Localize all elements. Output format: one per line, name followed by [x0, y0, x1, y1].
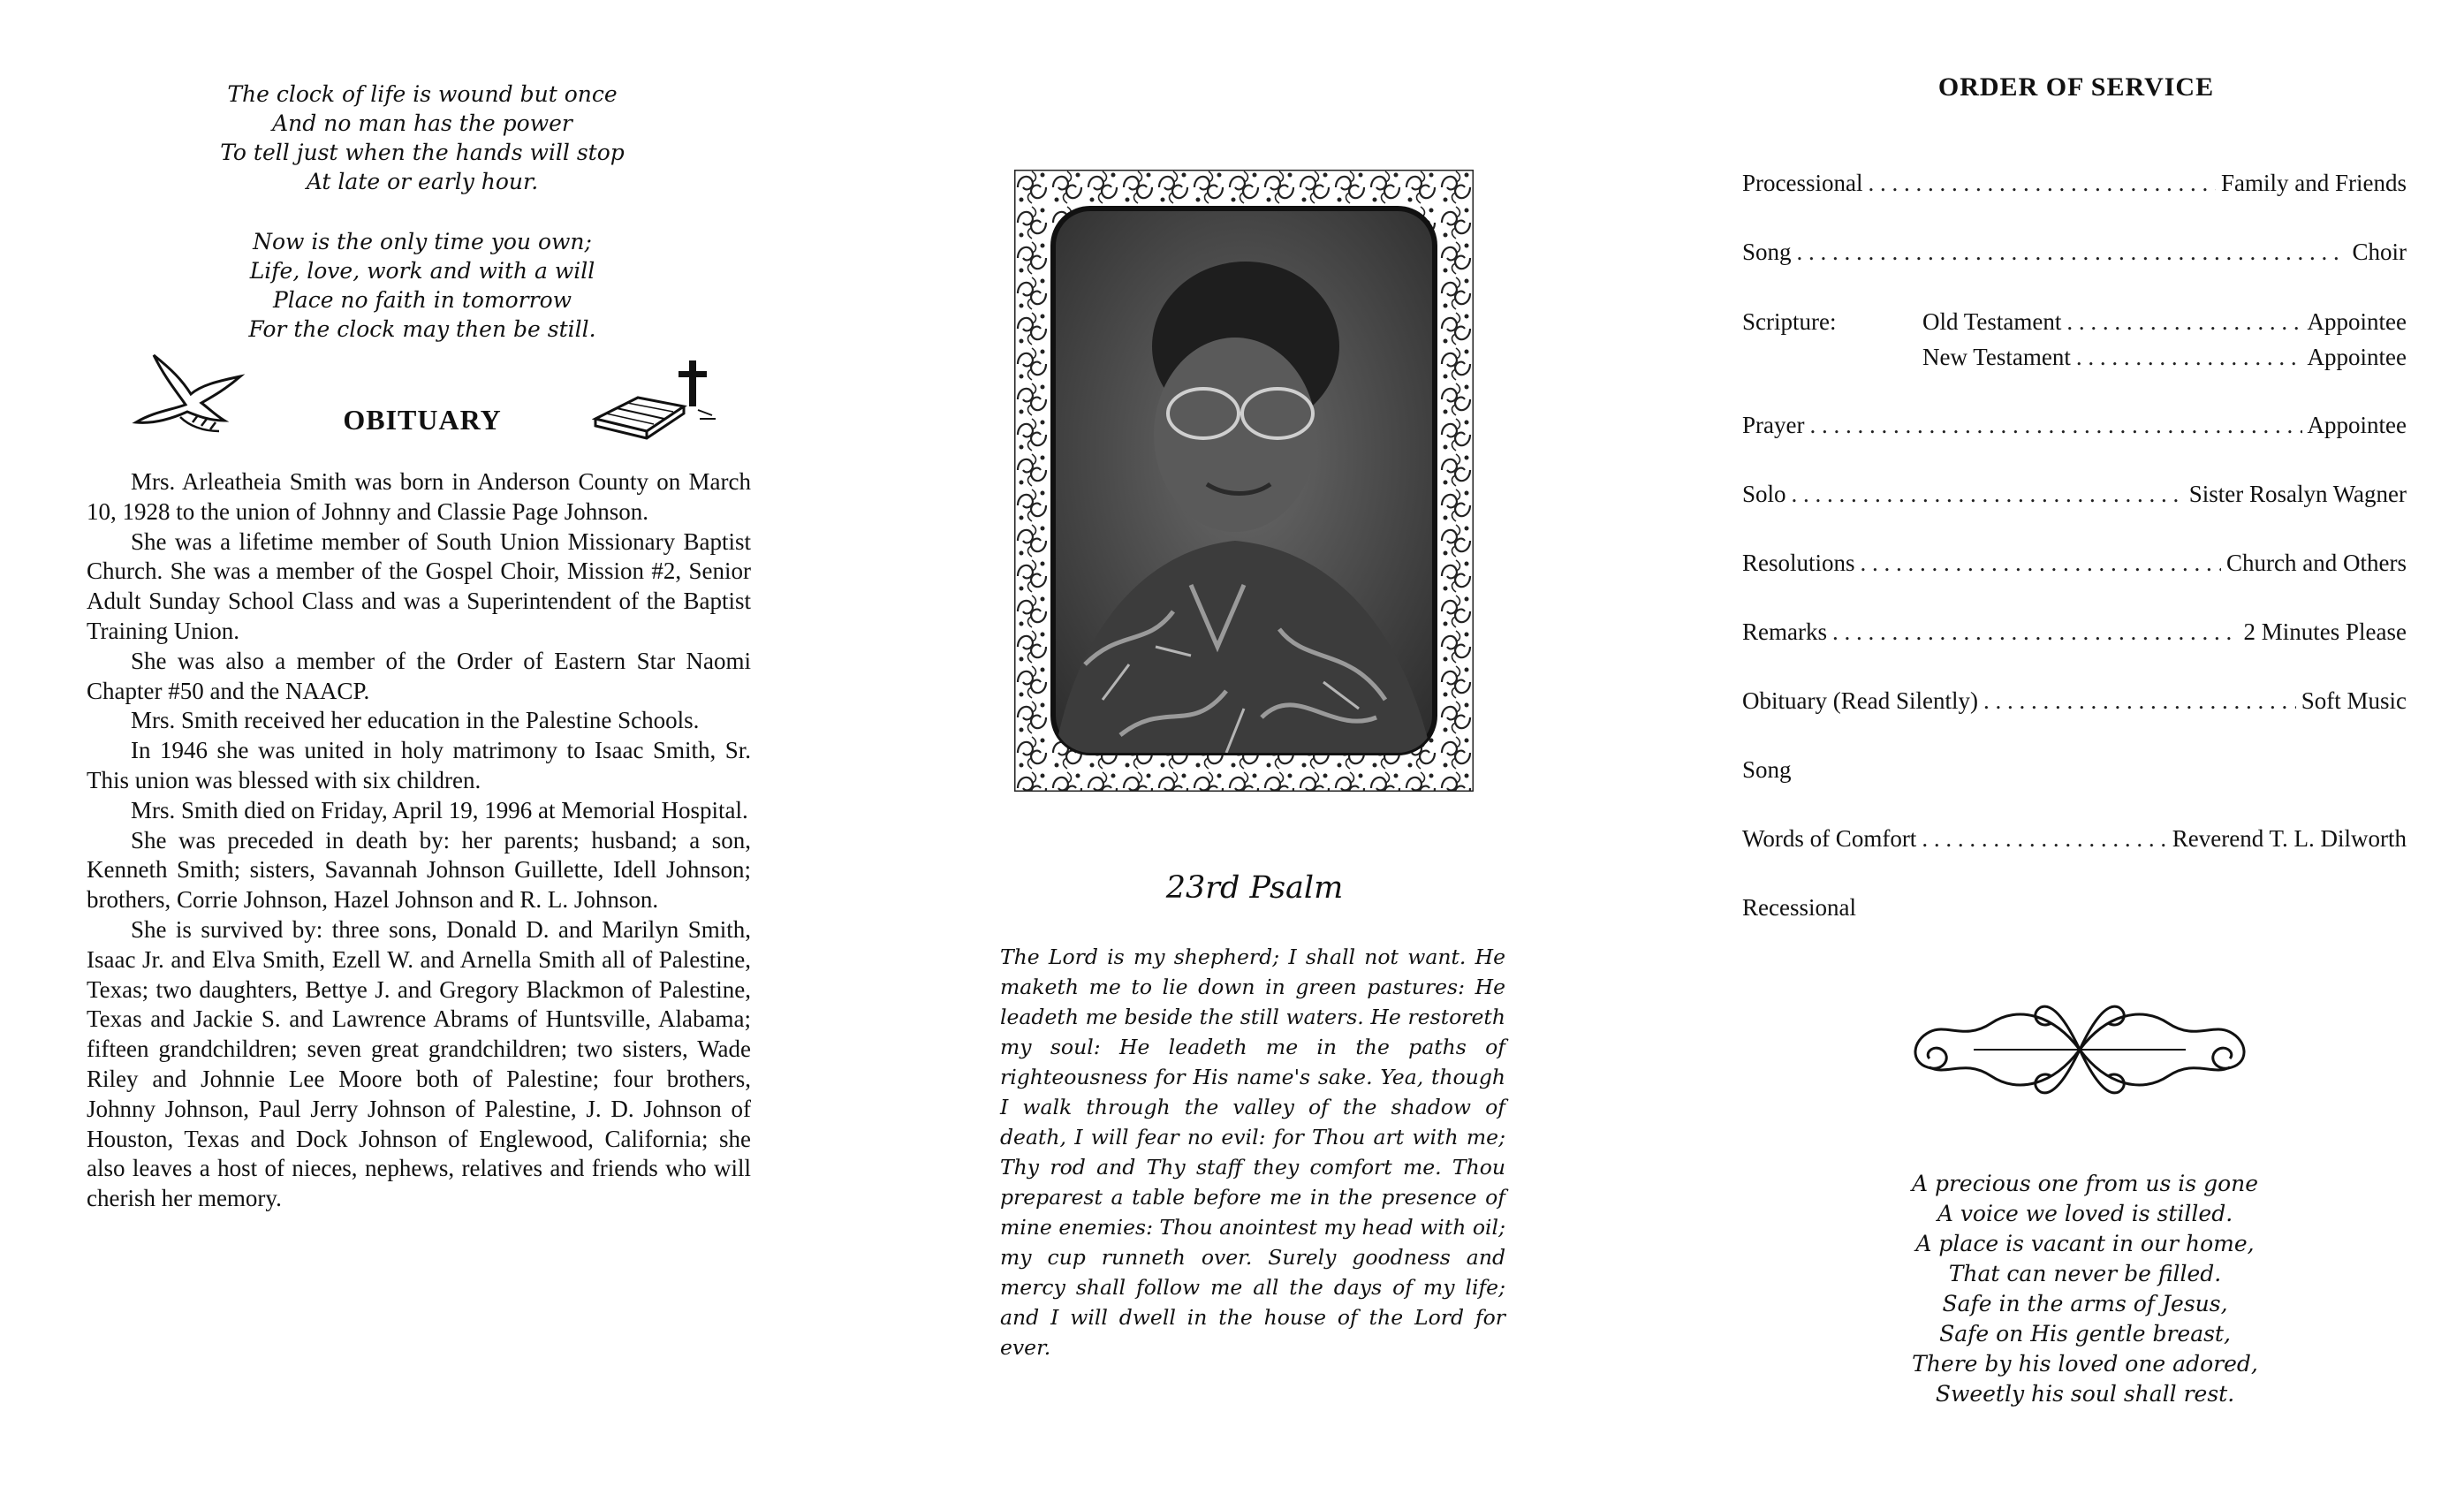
- poem-line: A precious one from us is gone: [1911, 1171, 2259, 1196]
- psalm-title: 23rd Psalm: [1165, 870, 1344, 906]
- obituary-paragraph: She was preceded in death by: her parents; husband; a son, Kenneth Smith; sisters, Savannah Johnson Guillette, Idell Johnson; brothers, Corrie Johnson, Hazel Johnson and R. L. Johnson.: [87, 826, 751, 914]
- service-item-resolutions: [1742, 550, 2407, 581]
- leader-dots: [1809, 412, 2301, 439]
- service-value: Church and Others: [2226, 550, 2407, 576]
- service-item-remarks: [1742, 618, 2407, 650]
- poem-line: Safe in the arms of Jesus,: [1942, 1291, 2228, 1316]
- poem-line: Place no faith in tomorrow: [272, 287, 572, 313]
- leader-dots: [1792, 481, 2184, 508]
- poem-line: Now is the only time you own;: [253, 229, 592, 254]
- service-label: Recessional: [1742, 894, 1856, 921]
- service-label: New Testament: [1922, 344, 2071, 370]
- service-label: Remarks: [1742, 618, 1827, 645]
- service-label: Song: [1742, 239, 1792, 265]
- service-label: Prayer: [1742, 412, 1805, 438]
- obituary-paragraph: In 1946 she was united in holy matrimony to Isaac Smith, Sr. This union was blessed with six children.: [87, 737, 751, 793]
- service-label: Resolutions: [1742, 550, 1855, 576]
- leader-dots: [1922, 825, 2166, 853]
- service-value: Soft Music: [2301, 687, 2407, 714]
- leader-dots: [1868, 170, 2216, 197]
- leader-dots: [1797, 239, 2347, 266]
- service-label: Song: [1742, 756, 1792, 783]
- service-value: Appointee: [2307, 412, 2407, 438]
- obituary-paragraph: Mrs. Smith received her education in the Palestine Schools.: [131, 707, 700, 734]
- poem-line: A voice we loved is stilled.: [1937, 1201, 2233, 1226]
- obituary-paragraph: She is survived by: three sons, Donald D. and Marilyn Smith, Isaac Jr. and Elva Smith, Ezell W. and Arnella Smith all of Palestine, Texas; two daughters, Bettye J. and Gregory Blackmon of Palestine, Texas and Jackie S. and Lawrence Abrams of Huntsville, Alabama; fifteen grandchildren; seven great grandchildren; two sisters, Wade Riley and Johnnie Lee Moore both of Palestine; four brothers, Johnny Johnson, Paul Jerry Johnson of Palestine, J. D. Johnson of Houston, Texas and Dock Johnson of Englewood, California; she also leaves a host of nieces, nephews, relatives and friends who will cherish her memory.: [87, 915, 751, 1212]
- poem-line: A place is vacant in our home,: [1915, 1231, 2255, 1256]
- clock-poem-stanza-1: [87, 80, 758, 196]
- service-item-old-testament: [1922, 308, 2407, 340]
- service-label: Obituary (Read Silently): [1742, 687, 1978, 714]
- obituary-paragraph: She was also a member of the Order of Eastern Star Naomi Chapter #50 and the NAACP.: [87, 647, 751, 704]
- portrait-photo: [1014, 170, 1474, 792]
- poem-line: There by his loved one adored,: [1912, 1351, 2258, 1377]
- obituary-paragraph: Mrs. Arleatheia Smith was born in Anderson County on March 10, 1928 to the union of Johnny and Classie Page Johnson.: [87, 468, 751, 525]
- service-value: Reverend T. L. Dilworth: [2172, 825, 2407, 852]
- obituary-paragraph: She was a lifetime member of South Union Missionary Baptist Church. She was a member of the Gospel Choir, Mission #2, Senior Adult Sunday School Class and was a Superintendent of the Baptist Training Union.: [87, 527, 751, 644]
- service-item-song: [1742, 239, 2407, 270]
- clock-poem-stanza-2: [87, 227, 758, 344]
- service-item-obituary: [1742, 687, 2407, 719]
- poem-line: That can never be filled.: [1948, 1261, 2222, 1286]
- service-item-solo: [1742, 481, 2407, 512]
- obituary-text: [87, 467, 751, 1214]
- ornament-flourish-icon: [1894, 988, 2265, 1111]
- leader-dots: [1983, 687, 2296, 715]
- service-label: Solo: [1742, 481, 1786, 507]
- service-item-song-2: [1742, 756, 2407, 788]
- poem-line: To tell just when the hands will stop: [220, 140, 625, 165]
- leader-dots: [2076, 344, 2302, 371]
- leader-dots: [1832, 618, 2239, 646]
- service-label: Old Testament: [1922, 308, 2062, 335]
- closing-poem: [1767, 1169, 2403, 1409]
- leader-dots: [2066, 308, 2301, 336]
- poem-line: Sweetly his soul shall rest.: [1935, 1381, 2235, 1407]
- psalm-text: The Lord is my shepherd; I shall not want. He maketh me to lie down in green pastures: He leadeth me beside the still waters. He restoreth my soul: He leadeth me in the paths of righteousness for His name's sake. Yea, though I walk through the valley of the shadow of death, I will fear no evil: for Thou art with me; Thy rod and Thy staff they comfort me. Thou preparest a table before me in the presence of mine enemies: Thou anointest my head with oil; my cup runneth over. Surely goodness and mercy shall follow me all the days of my life; and I will dwell in the house of the Lord for ever.: [1000, 945, 1505, 1360]
- service-item-recessional: [1742, 894, 2407, 926]
- bible-cross-icon: [592, 357, 724, 442]
- service-value: 2 Minutes Please: [2243, 618, 2407, 645]
- service-item-prayer: [1742, 412, 2407, 444]
- service-value: Sister Rosalyn Wagner: [2188, 481, 2407, 507]
- obituary-paragraph: Mrs. Smith died on Friday, April 19, 1996 at Memorial Hospital.: [131, 796, 748, 823]
- service-value: Appointee: [2307, 344, 2407, 370]
- service-item-processional: [1742, 170, 2407, 201]
- poem-line: The clock of life is wound but once: [227, 81, 618, 107]
- service-label: Words of Comfort: [1742, 825, 1917, 852]
- leader-dots: [1861, 550, 2222, 577]
- poem-line: At late or early hour.: [306, 169, 539, 194]
- service-item-new-testament: [1922, 344, 2407, 376]
- service-value: Family and Friends: [2221, 170, 2407, 196]
- service-label: Processional: [1742, 170, 1863, 196]
- scripture-label: Scripture:: [1742, 308, 1837, 335]
- poem-line: Life, love, work and with a will: [249, 258, 595, 284]
- service-value: Choir: [2352, 239, 2407, 265]
- poem-line: And no man has the power: [272, 110, 572, 136]
- order-of-service-title: ORDER OF SERVICE: [1937, 72, 2215, 102]
- service-value: Appointee: [2307, 308, 2407, 335]
- poem-line: Safe on His gentle breast,: [1939, 1321, 2231, 1347]
- obituary-heading: OBITUARY: [343, 404, 502, 436]
- service-item-words-of-comfort: [1742, 825, 2407, 857]
- poem-line: For the clock may then be still.: [248, 316, 596, 342]
